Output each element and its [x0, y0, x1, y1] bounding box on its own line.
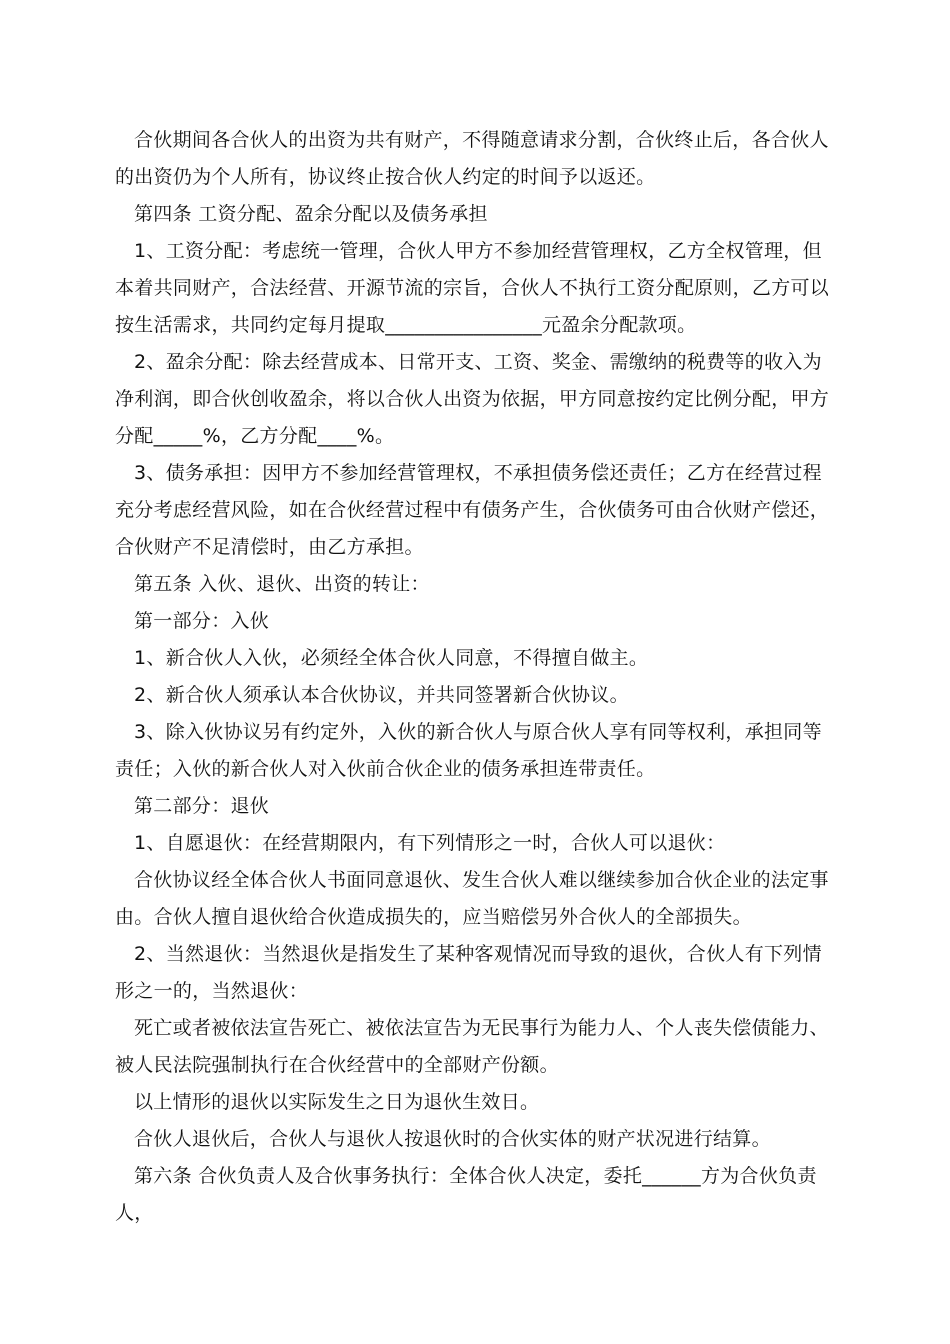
paragraph-automatic-withdrawal: 2、当然退伙：当然退伙是指发生了某种客观情况而导致的退伙，合伙人有下列情形之一的，当然退伙： [115, 943, 822, 1002]
paragraph-withdrawal-circumstances: 死亡或者被依法宣告死亡、被依法宣告为无民事行为能力人、个人丧失偿债能力、被人民法院强制执行在合伙经营中的全部财产份额。 [115, 1017, 829, 1076]
paragraph-withdrawal-effective-date: 以上情形的退伙以实际发生之日为退伙生效日。 [134, 1091, 540, 1113]
paragraph-capital-ownership: 合伙期间各合伙人的出资为共有财产，不得随意请求分割，合伙终止后，各合伙人的出资仍为个人所有，协议终止按合伙人约定的时间予以返还。 [115, 129, 829, 188]
paragraph-joining-consent: 1、新合伙人入伙，必须经全体合伙人同意，不得擅自做主。 [134, 647, 649, 669]
paragraph-profit-distribution: 2、盈余分配：除去经营成本、日常开支、工资、奖金、需缴纳的税费等的收入为净利润，即合伙创收盈余，将以合伙人出资为依据，甲方同意按约定比例分配，甲方分配_____%，乙方分配____%。 [115, 351, 830, 447]
article-4-heading: 第四条 工资分配、盈余分配以及债务承担 [134, 203, 488, 225]
article-5-heading: 第五条 入伙、退伙、出资的转让： [134, 573, 430, 595]
paragraph-wage-distribution: 1、工资分配：考虑统一管理，合伙人甲方不参加经营管理权，乙方全权管理，但本着共同财产，合法经营、开源节流的宗旨，合伙人不执行工资分配原则，乙方可以按生活需求，共同约定每月提取________________元盈余分配款项。 [115, 240, 830, 336]
paragraph-withdrawal-conditions: 合伙协议经全体合伙人书面同意退伙、发生合伙人难以继续参加合伙企业的法定事由。合伙人擅自退伙给合伙造成损失的，应当赔偿另外合伙人的全部损失。 [115, 869, 829, 928]
paragraph-joining-rights: 3、除入伙协议另有约定外，入伙的新合伙人与原合伙人享有同等权利，承担同等责任；入伙的新合伙人对入伙前合伙企业的债务承担连带责任。 [115, 721, 822, 780]
document-body [115, 122, 835, 1232]
section-withdrawal-heading: 第二部分：退伙 [134, 795, 270, 817]
section-joining-heading: 第一部分：入伙 [134, 610, 270, 632]
paragraph-joining-agreement: 2、新合伙人须承认本合伙协议，并共同签署新合伙协议。 [134, 684, 629, 706]
paragraph-debt-liability: 3、债务承担：因甲方不参加经营管理权，不承担债务偿还责任；乙方在经营过程充分考虑经营风险，如在合伙经营过程中有债务产生，合伙债务可由合伙财产偿还，合伙财产不足清偿时，由乙方承担。 [115, 462, 830, 558]
article-6-heading: 第六条 合伙负责人及合伙事务执行：全体合伙人决定，委托______方为合伙负责人， [115, 1165, 817, 1224]
paragraph-voluntary-withdrawal: 1、自愿退伙：在经营期限内，有下列情形之一时，合伙人可以退伙： [134, 832, 726, 854]
paragraph-withdrawal-settlement: 合伙人退伙后，合伙人与退伙人按退伙时的合伙实体的财产状况进行结算。 [134, 1128, 771, 1150]
